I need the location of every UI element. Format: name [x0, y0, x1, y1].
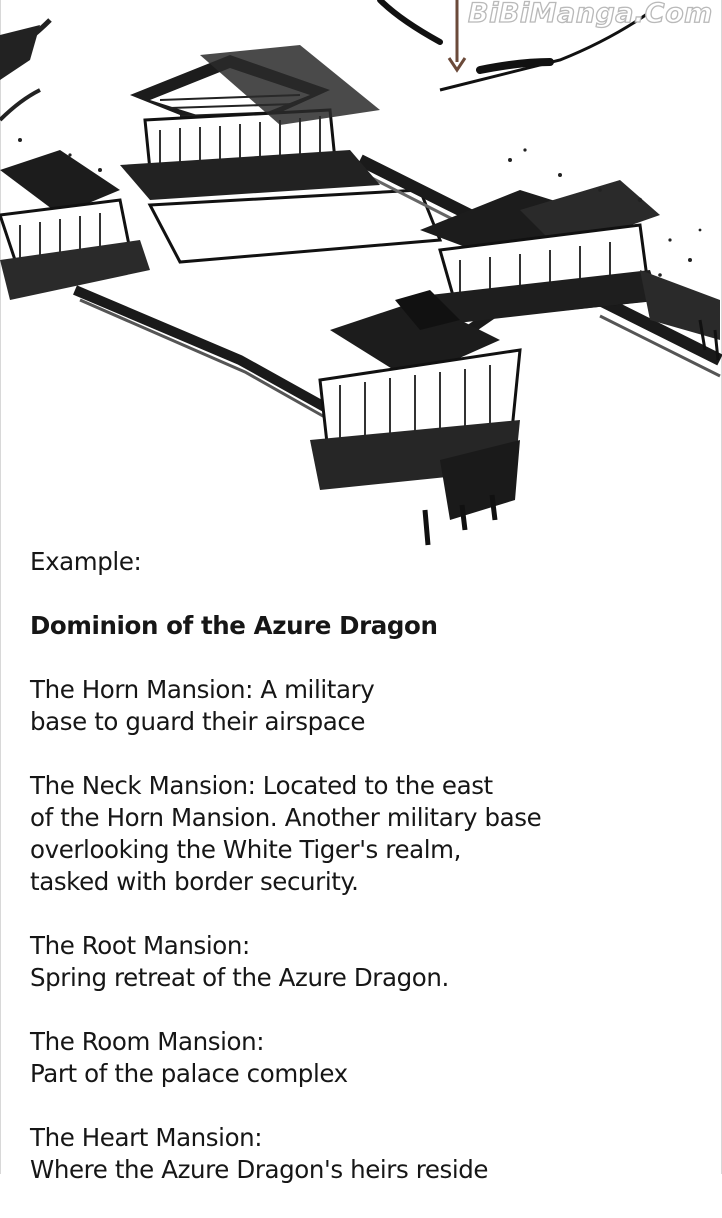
section-heading: Dominion of the Azure Dragon [30, 611, 438, 640]
palace-complex-illustration [0, 0, 722, 560]
translation-notes [30, 546, 690, 1218]
mansion-entry-neck: The Neck Mansion: Located to the east of the Horn Mansion. Another military base overlooking the White Tiger's realm, tasked with border security. [30, 771, 542, 896]
site-watermark: BiBiManga.Com [468, 0, 713, 29]
mansion-entry-horn: The Horn Mansion: A military base to guard their airspace [30, 675, 375, 736]
mansion-entry-root: The Root Mansion: Spring retreat of the Azure Dragon. [30, 931, 449, 992]
mansion-entry-room: The Room Mansion: Part of the palace complex [30, 1027, 348, 1088]
mansion-entry-heart: The Heart Mansion: Where the Azure Dragon's heirs reside [30, 1123, 489, 1184]
example-label: Example: [30, 547, 142, 576]
